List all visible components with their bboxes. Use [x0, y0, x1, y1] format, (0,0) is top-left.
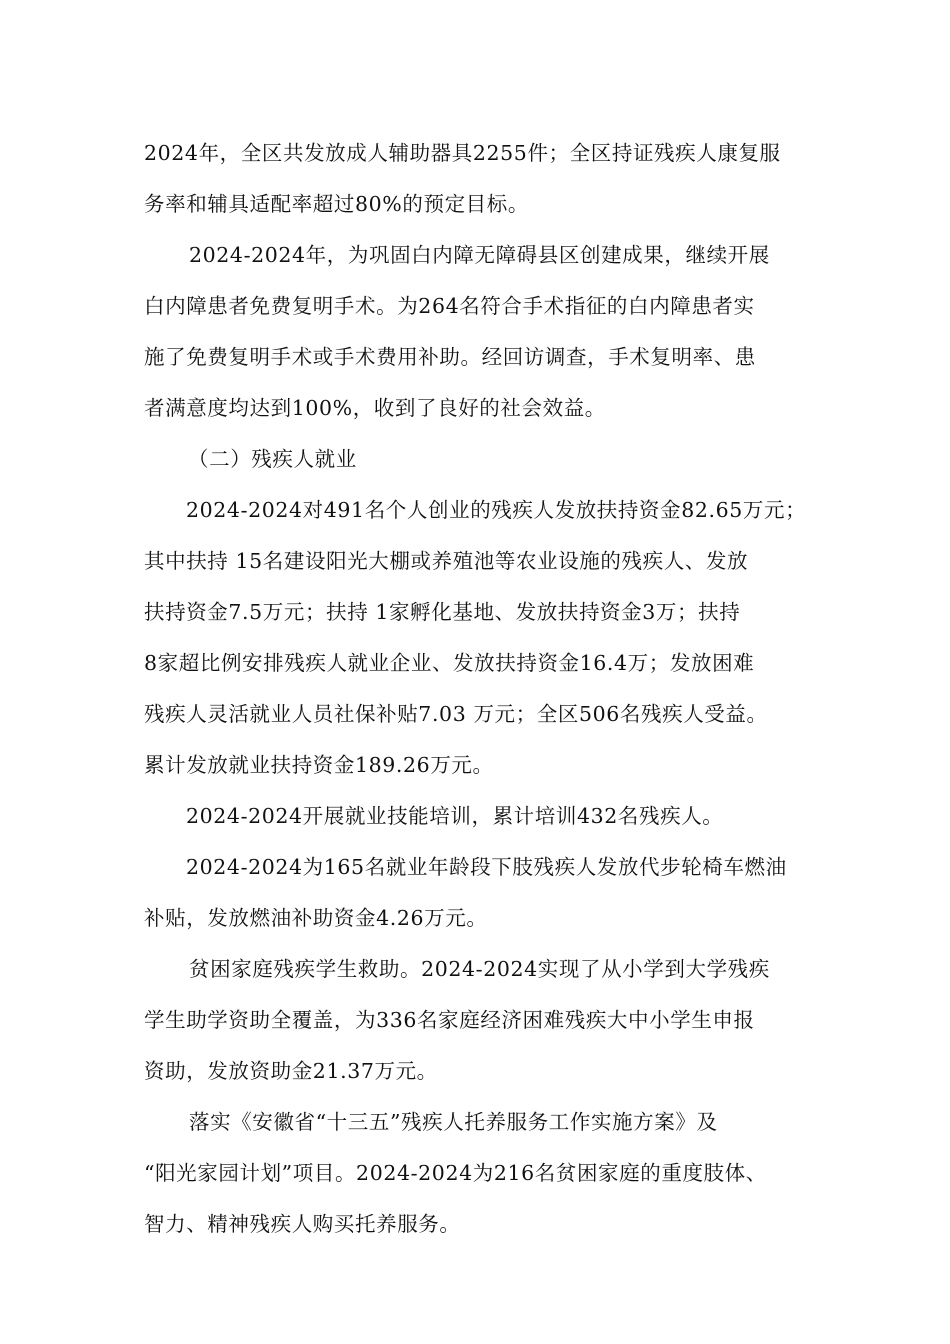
text-line: 8家超比例安排残疾人就业企业、发放扶持资金16.4万；发放困难 [144, 651, 755, 675]
text-line: 落实《安徽省“十三五”残疾人托养服务工作实施方案》及 [189, 1110, 718, 1134]
paragraph-student-aid [144, 944, 820, 1097]
text-line: （二）残疾人就业 [188, 447, 357, 471]
text-line: 智力、精神残疾人购买托养服务。 [144, 1212, 461, 1236]
text-line: 2024-2024开展就业技能培训，累计培训432名残疾人。 [186, 804, 724, 828]
section-heading-employment [144, 434, 820, 485]
text-line: 白内障患者免费复明手术。为264名符合手术指征的白内障患者实 [144, 294, 755, 318]
paragraph-entrepreneurship-funding [144, 485, 820, 791]
text-line: 累计发放就业扶持资金189.26万元。 [144, 753, 494, 777]
paragraph-fuel-subsidy [144, 842, 820, 944]
document-body [144, 128, 820, 1250]
text-line: 扶持资金7.5万元；扶持 1家孵化基地、发放扶持资金3万；扶持 [144, 600, 741, 624]
paragraph-cataract-surgery [144, 230, 820, 434]
text-line: “阳光家园计划”项目。2024-2024为216名贫困家庭的重度肢体、 [144, 1161, 767, 1185]
text-line: 者满意度均达到100%，收到了良好的社会效益。 [144, 396, 606, 420]
text-line: 残疾人灵活就业人员社保补贴7.03 万元；全区506名残疾人受益。 [144, 702, 768, 726]
text-line: 其中扶持 15名建设阳光大棚或养殖池等农业设施的残疾人、发放 [144, 549, 749, 573]
text-line: 补贴，发放燃油补助资金4.26万元。 [144, 906, 488, 930]
text-line: 务率和辅具适配率超过80%的预定目标。 [144, 192, 529, 216]
text-line: 贫困家庭残疾学生救助。2024-2024实现了从小学到大学残疾 [189, 957, 770, 981]
text-line: 学生助学资助全覆盖，为336名家庭经济困难残疾大中小学生申报 [144, 1008, 755, 1032]
text-line: 施了免费复明手术或手术费用补助。经回访调查，手术复明率、患 [144, 345, 756, 369]
text-line: 资助，发放资助金21.37万元。 [144, 1059, 438, 1083]
paragraph-assistive-devices [144, 128, 820, 230]
text-line: 2024-2024年，为巩固白内障无障碍县区创建成果，继续开展 [189, 243, 770, 267]
text-line: 2024年，全区共发放成人辅助器具2255件；全区持证残疾人康复服 [144, 141, 781, 165]
paragraph-care-services [144, 1097, 820, 1250]
text-line: 2024-2024对491名个人创业的残疾人发放扶持资金82.65万元； [186, 498, 807, 522]
text-line: 2024-2024为165名就业年龄段下肢残疾人发放代步轮椅车燃油 [186, 855, 787, 879]
paragraph-skills-training [144, 791, 820, 842]
